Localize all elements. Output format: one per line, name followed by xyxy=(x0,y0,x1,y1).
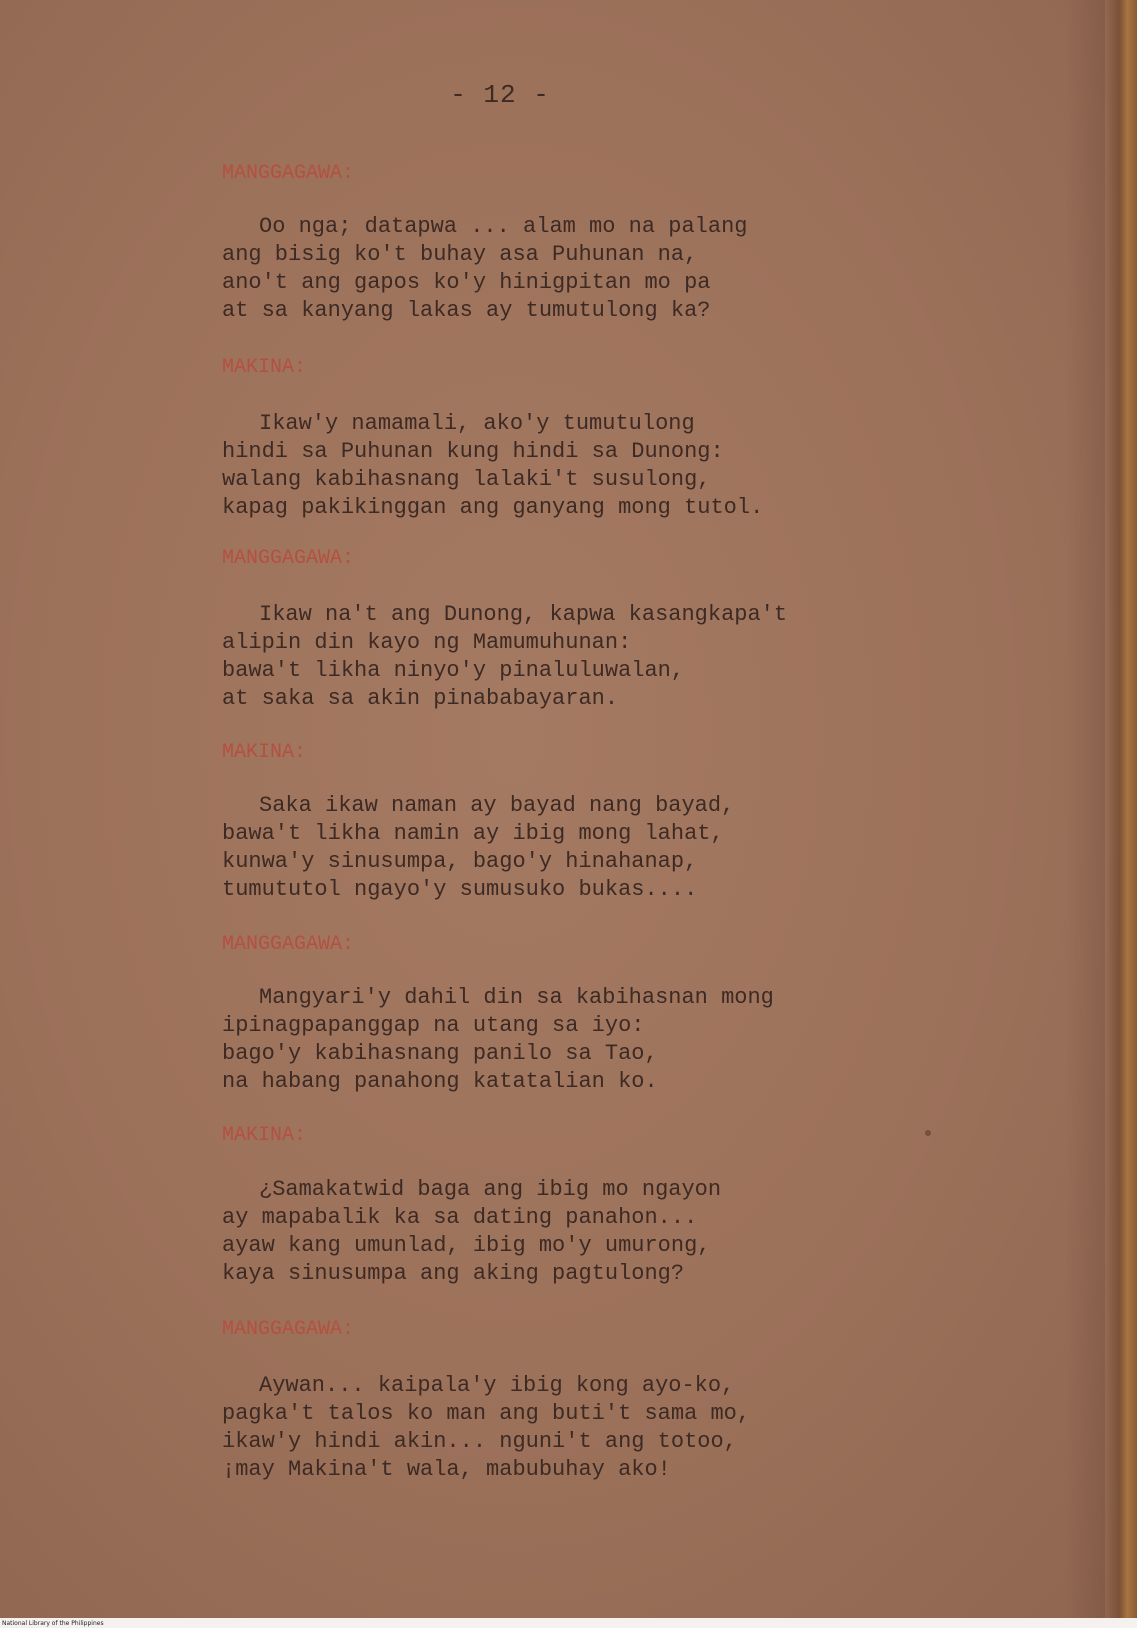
stanza-line: ayaw kang umunlad, ibig mo'y umurong, xyxy=(222,1233,711,1258)
stanza-line: alipin din kayo ng Mamumuhunan: xyxy=(222,630,632,655)
ink-speck xyxy=(925,1130,931,1136)
speaker-label: MAKINA: xyxy=(222,356,307,379)
page-number: - 12 - xyxy=(450,80,550,110)
stanza-line: tumututol ngayo'y sumusuko bukas.... xyxy=(222,877,698,902)
stanza-line: Aywan... kaipala'y ibig kong ayo-ko, xyxy=(259,1373,735,1398)
speaker-label: MANGGAGAWA: xyxy=(222,933,355,956)
stanza xyxy=(222,410,763,522)
stanza xyxy=(222,1372,750,1484)
stanza-line: na habang panahong katatalian ko. xyxy=(222,1069,658,1094)
speaker-label: MANGGAGAWA: xyxy=(222,1318,355,1341)
stanza-line: Ikaw'y namamali, ako'y tumutulong xyxy=(259,411,695,436)
speaker-label: MAKINA: xyxy=(222,741,307,764)
page-binding-edge xyxy=(1105,0,1137,1628)
stanza-line: ay mapabalik ka sa dating panahon... xyxy=(222,1205,698,1230)
stanza-line: ¡may Makina't wala, mabubuhay ako! xyxy=(222,1457,671,1482)
stanza-line: kaya sinusumpa ang aking pagtulong? xyxy=(222,1261,685,1286)
stanza-line: ikaw'y hindi akin... nguni't ang totoo, xyxy=(222,1429,737,1454)
stanza-line: kapag pakikinggan ang ganyang mong tutol. xyxy=(222,495,764,520)
stanza xyxy=(222,792,734,904)
page-shadow xyxy=(1065,0,1105,1628)
speaker-label: MANGGAGAWA: xyxy=(222,547,355,570)
stanza-line: ipinagpapanggap na utang sa iyo: xyxy=(222,1013,645,1038)
stanza-line: Saka ikaw naman ay bayad nang bayad, xyxy=(259,793,735,818)
stanza-line: ang bisig ko't buhay asa Puhunan na, xyxy=(222,242,698,267)
footer-credit: National Library of the Philippines xyxy=(2,1620,104,1627)
speaker-label: MAKINA: xyxy=(222,1124,307,1147)
stanza-line: at sa kanyang lakas ay tumutulong ka? xyxy=(222,298,711,323)
stanza-line: bawa't likha namin ay ibig mong lahat, xyxy=(222,821,724,846)
footer-strip xyxy=(0,1618,1137,1628)
stanza xyxy=(222,213,747,325)
stanza xyxy=(222,1176,721,1288)
stanza-line: kunwa'y sinusumpa, bago'y hinahanap, xyxy=(222,849,698,874)
stanza-line: walang kabihasnang lalaki't susulong, xyxy=(222,467,711,492)
stanza-line: Oo nga; datapwa ... alam mo na palang xyxy=(259,214,748,239)
stanza-line: ¿Samakatwid baga ang ibig mo ngayon xyxy=(259,1177,722,1202)
stanza-line: Ikaw na't ang Dunong, kapwa kasangkapa't xyxy=(259,602,788,627)
stanza-line: at saka sa akin pinababayaran. xyxy=(222,686,619,711)
stanza-line: hindi sa Puhunan kung hindi sa Dunong: xyxy=(222,439,724,464)
stanza-line: bawa't likha ninyo'y pinaluluwalan, xyxy=(222,658,685,683)
stanza-line: ano't ang gapos ko'y hinigpitan mo pa xyxy=(222,270,711,295)
stanza-line: pagka't talos ko man ang buti't sama mo, xyxy=(222,1401,751,1426)
stanza-line: bago'y kabihasnang panilo sa Tao, xyxy=(222,1041,658,1066)
stanza-line: Mangyari'y dahil din sa kabihasnan mong xyxy=(259,985,774,1010)
speaker-label: MANGGAGAWA: xyxy=(222,162,355,185)
stanza xyxy=(222,984,774,1096)
stanza xyxy=(222,601,787,713)
